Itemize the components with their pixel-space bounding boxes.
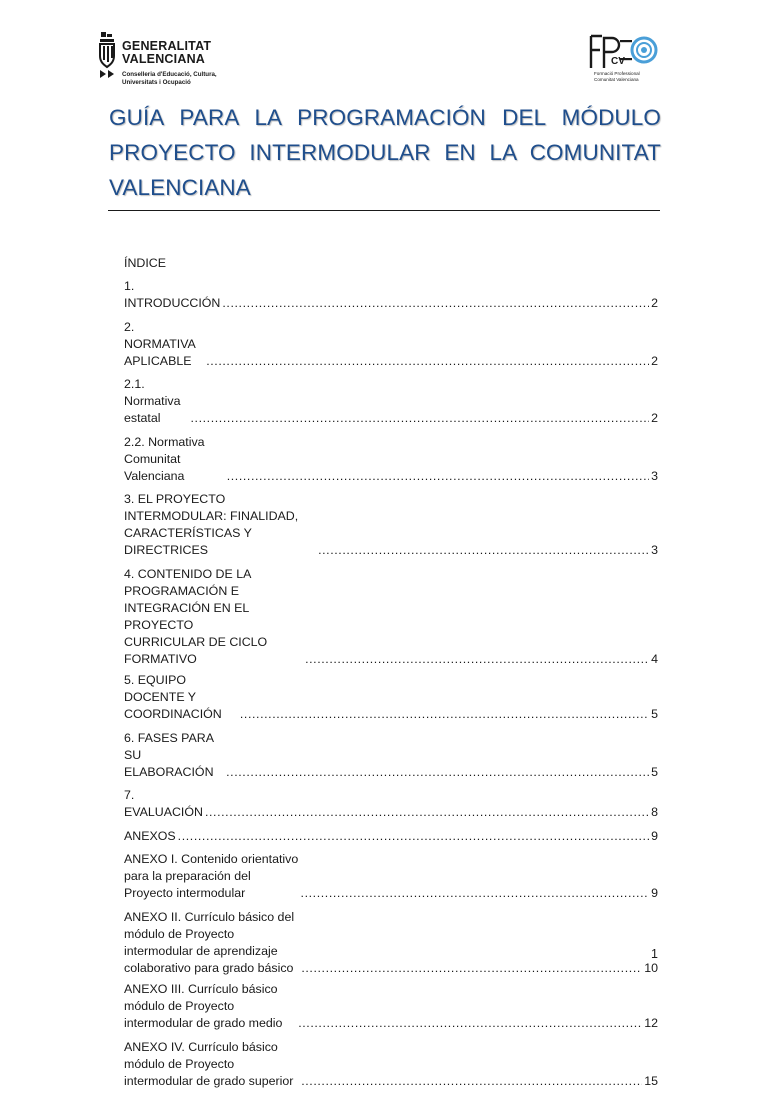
toc-entry-normativa-estatal[interactable] <box>124 376 658 427</box>
toc-entry-label: ANEXO II. Currículo básico del módulo de Proyecto intermodular de aprendizaje colaborativo para grado básico <box>124 909 295 975</box>
table-of-contents <box>124 254 658 1096</box>
toc-heading: ÍNDICE <box>124 256 166 270</box>
toc-leader <box>301 960 642 977</box>
toc-leader <box>178 828 649 845</box>
toc-entry-page: 3 <box>651 468 658 483</box>
toc-entry-page: 4 <box>651 651 658 666</box>
toc-entry-page: 2 <box>651 296 658 310</box>
toc-leader <box>301 885 650 902</box>
fp-subtitle <box>594 71 640 82</box>
toc-entry-label: 7. EVALUACIÓN <box>124 788 203 820</box>
toc-entry-anexo-iii[interactable] <box>124 981 658 1032</box>
toc-entry-page: 10 <box>644 960 658 975</box>
toc-leader <box>226 764 649 781</box>
toc-leader <box>227 468 649 485</box>
document-title: GUÍA PARA LA PROGRAMACIÓN DEL MÓDULO PROYECTO INTERMODULAR EN LA COMUNITAT VALENCIANA <box>109 105 661 200</box>
toc-leader <box>205 804 649 821</box>
toc-entry-page: 15 <box>644 1073 658 1088</box>
gva-department-line1: Conselleria d'Educació, Cultura, <box>122 71 217 78</box>
toc-entry-page: 9 <box>651 828 658 843</box>
toc-entry-page: 9 <box>651 886 658 901</box>
page-number: 1 <box>651 947 658 961</box>
toc-leader <box>222 295 649 312</box>
gva-department <box>122 71 217 86</box>
toc-entry-page: 8 <box>651 805 658 820</box>
toc-leader <box>298 1015 642 1032</box>
gva-name-line2: VALENCIANA <box>122 52 206 66</box>
toc-leader <box>240 706 649 723</box>
toc-entry-label: 2.1. Normativa estatal <box>124 377 181 426</box>
toc-entry-anexos[interactable] <box>124 828 658 845</box>
title-divider <box>108 210 660 211</box>
toc-entry-page: 5 <box>651 706 658 721</box>
toc-entry-page: 2 <box>651 411 658 426</box>
toc-leader <box>191 410 650 427</box>
toc-entry-label: 3. EL PROYECTO INTERMODULAR: FINALIDAD, CARACTERÍSTICAS Y DIRECTRICES <box>124 492 299 558</box>
toc-entry-normativa-aplicable[interactable] <box>124 319 658 370</box>
toc-entry-label: ANEXOS <box>124 828 176 843</box>
fp-cv-logo <box>588 34 664 86</box>
toc-entry-evaluacion[interactable] <box>124 787 658 821</box>
toc-leader <box>305 651 649 668</box>
gva-department-line2: Universitats i Ocupació <box>122 78 191 86</box>
toc-entry-page: 2 <box>651 353 658 368</box>
toc-entry-proyecto-intermodular[interactable] <box>124 491 658 559</box>
toc-entry-label: 5. EQUIPO DOCENTE Y COORDINACIÓN <box>124 672 222 721</box>
fp-subtitle-line2: Comunitat Valenciana <box>594 76 639 82</box>
gva-name <box>122 40 211 66</box>
fp-cv-label: CV <box>611 56 625 67</box>
toc-entry-label: 1. INTRODUCCIÓN <box>124 279 221 310</box>
toc-entry-equipo-docente[interactable] <box>124 672 658 723</box>
toc-entry-introduccion[interactable] <box>124 278 658 312</box>
toc-leader <box>206 353 649 370</box>
toc-entry-label: ANEXO IV. Currículo básico módulo de Proyecto intermodular de grado superior <box>124 1039 294 1088</box>
toc-entry-anexo-i[interactable] <box>124 851 658 902</box>
toc-entry-contenido-programacion[interactable] <box>124 566 658 668</box>
toc-entry-anexo-ii[interactable] <box>124 909 658 977</box>
toc-entry-label: ANEXO I. Contenido orientativo para la preparación del Proyecto intermodular <box>124 852 299 901</box>
gva-name-line1: GENERALITAT <box>122 39 212 53</box>
generalitat-valenciana-logo <box>98 32 228 90</box>
toc-entry-label: 2. NORMATIVA APLICABLE <box>124 319 196 368</box>
toc-entry-anexo-iv[interactable] <box>124 1039 658 1090</box>
toc-entry-page: 12 <box>644 1015 658 1030</box>
toc-entry-label: 2.2. Normativa Comunitat Valenciana <box>124 434 205 483</box>
toc-entry-page: 5 <box>651 764 658 779</box>
toc-leader <box>318 542 649 559</box>
toc-entry-normativa-comunitat[interactable] <box>124 434 658 485</box>
toc-entry-fases[interactable] <box>124 730 658 781</box>
toc-entry-label: 4. CONTENIDO DE LA PROGRAMACIÓN E INTEGRACIÓN EN EL PROYECTO CURRICULAR DE CICLO FORMATIVO <box>124 566 268 666</box>
toc-leader <box>301 1073 642 1090</box>
fp-subtitle-line1: Formació Professional <box>594 71 640 76</box>
toc-entry-label: ANEXO III. Currículo básico módulo de Proyecto intermodular de grado medio <box>124 981 283 1030</box>
generalitat-crest-icon <box>98 32 118 80</box>
toc-entry-label: 6. FASES PARA SU ELABORACIÓN <box>124 730 214 779</box>
toc-entry-page: 3 <box>651 543 658 558</box>
